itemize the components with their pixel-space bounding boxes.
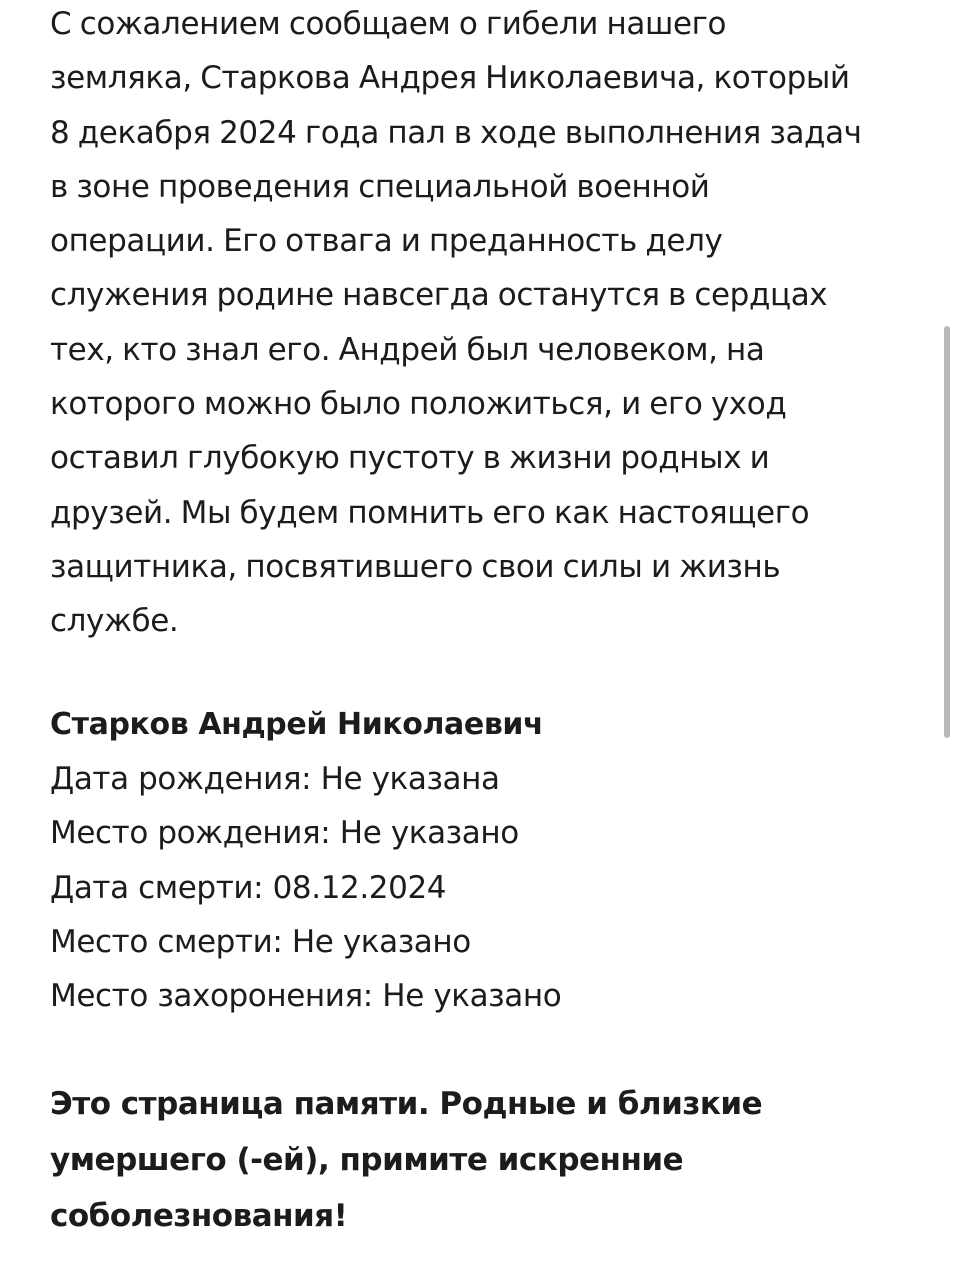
death-date: Дата смерти: 08.12.2024 xyxy=(50,869,447,906)
birth-date: Дата рождения: Не указана xyxy=(50,761,500,797)
vertical-scrollbar[interactable] xyxy=(944,326,950,738)
closing-note: Это страница памяти. Родные и близкие умершего (-ей), примите искренние соболезнования! xyxy=(50,1086,763,1234)
lead-paragraph: С сожалением сообщаем о гибели нашего земляка, Старкова Андрея Николаевича, который 8 декабря 2024 года пал в ходе выполнения задач в зоне проведения специальной военной операции. Его отвага и преданность делу служения родине навсегда останутся в сердцах тех, кто знал его. Андрей был человеком, на которого можно было положиться, и его уход оставил глубокую пустоту в жизни родных и друзей. Мы будем помнить его как настоящего защитника, посвятившего свои силы и жизнь службе. xyxy=(50,6,862,640)
person-name: Старков Андрей Николаевич xyxy=(50,707,544,742)
memorial-article xyxy=(50,0,920,1234)
birth-place: Место рождения: Не указано xyxy=(50,815,519,852)
death-place: Место смерти: Не указано xyxy=(50,923,471,960)
burial-place: Место захоронения: Не указано xyxy=(50,978,562,1015)
facts-list xyxy=(50,752,561,1023)
